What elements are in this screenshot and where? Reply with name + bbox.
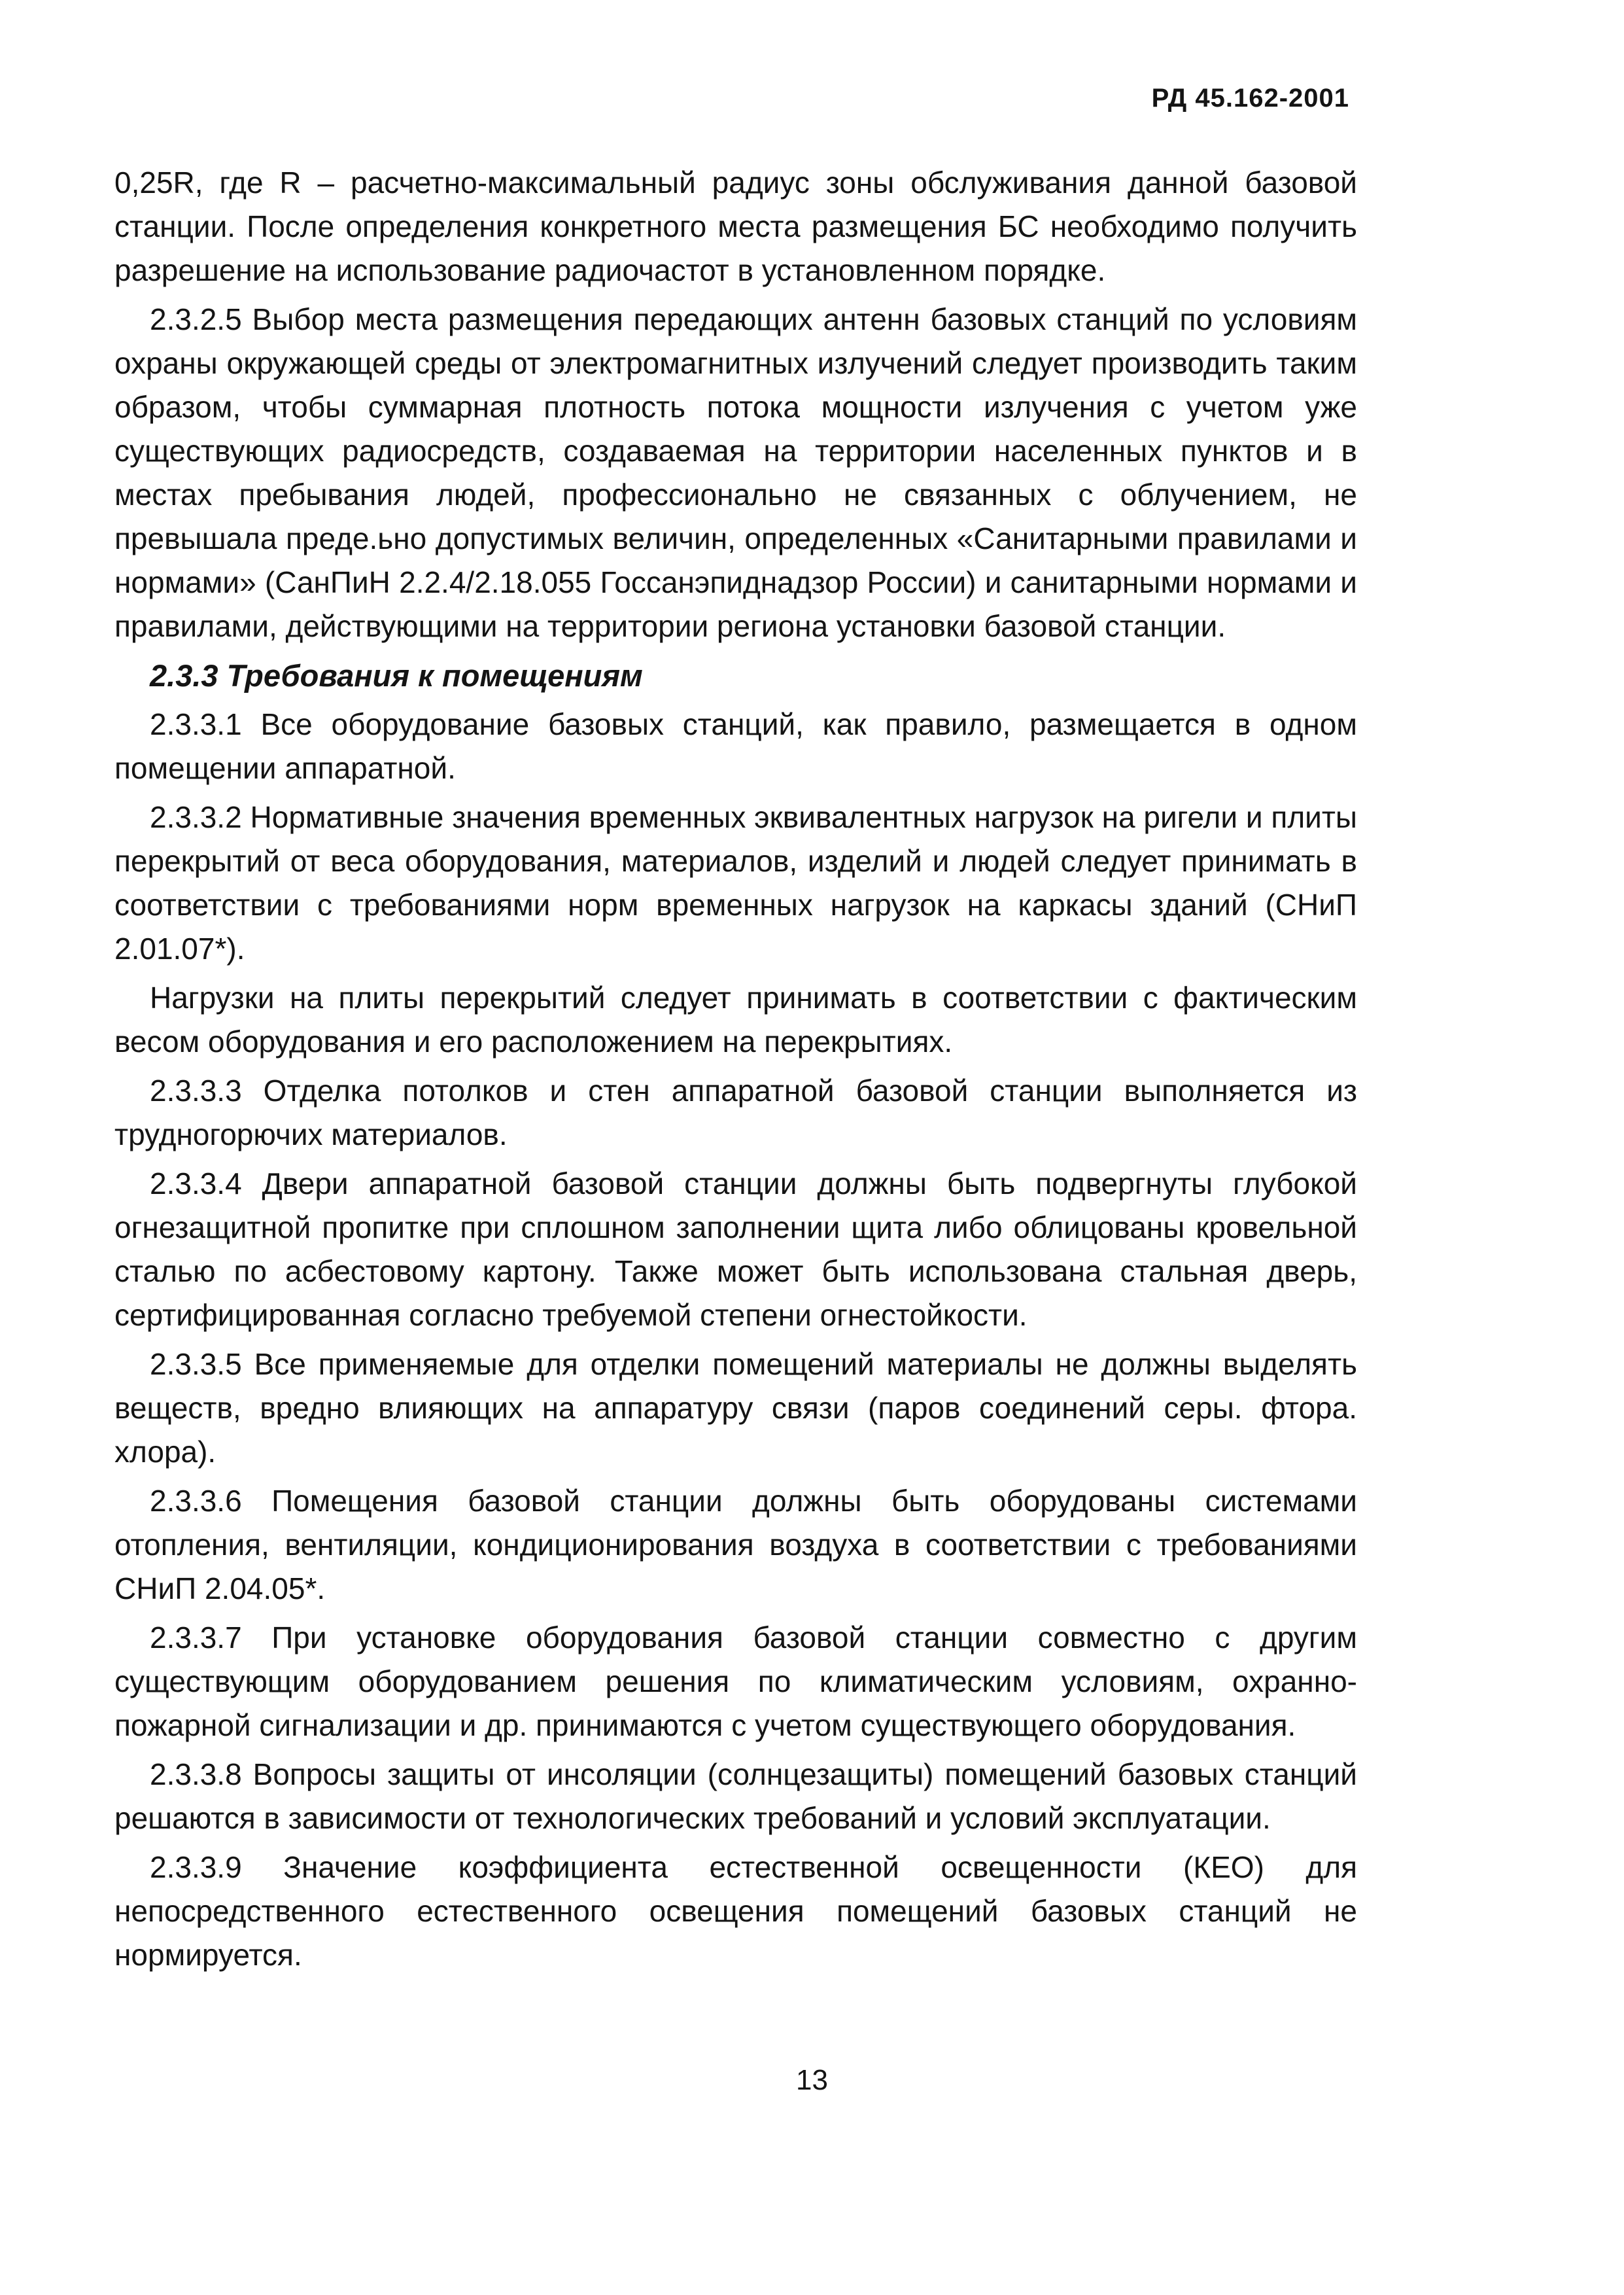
section-heading: 2.3.3 Требования к помещениям (150, 658, 643, 693)
paragraph-2-3-2-5: 2.3.2.5 Выбор места размещения передающих антенн базовых станций по условиям охраны окружающей среды от электромагнитных излучений следует производить таким образом, чтобы суммарная плотность потока мощности излучения с учетом уже существующих радиосредств, создаваемая на территории населенных пунктов и в местах пребывания людей, профессионально не связанных с облучением, не превышала преде.ьно допустимых величин, определенных «Санитарными правилами и нормами» (СанПиН 2.2.4/2.18.055 Госсанэпиднадзор России) и санитарными нормами и правилами, действующими на территории региона установки базовой станции. (114, 302, 1357, 643)
paragraph-floor-loads: Нагрузки на плиты перекрытий следует принимать в соответствии с фактическим весом оборудования и его расположением на перекрытиях. (114, 981, 1357, 1059)
paragraph-2-3-3-2: 2.3.3.2 Нормативные значения временных эквивалентных нагрузок на ригели и плиты перекрытий от веса оборудования, материалов, изделий и людей следует принимать в соответствии с требованиями норм временных нагрузок на каркасы зданий (СНиП 2.01.07*). (114, 800, 1357, 966)
paragraph-2-3-3-4: 2.3.3.4 Двери аппаратной базовой станции должны быть подвергнуты глубокой огнезащитной пропитке при сплошном заполнении щита либо облицованы кровельной сталью по асбестовому картону. Также может быть использована стальная дверь, сертифицированная согласно требуемой степени огнестойкости. (114, 1166, 1357, 1332)
paragraph-2-3-3-3: 2.3.3.3 Отделка потолков и стен аппаратной базовой станции выполняется из трудногорючих материалов. (114, 1074, 1357, 1151)
document-body (114, 161, 1357, 1982)
paragraph-2-3-3-7: 2.3.3.7 При установке оборудования базовой станции совместно с другим существующим оборудованием решения по климатическим условиям, охранно-пожарной сигнализации и др. принимаются с учетом существующего оборудования. (114, 1621, 1357, 1742)
paragraph-2-3-3-8: 2.3.3.8 Вопросы защиты от инсоляции (солнцезащиты) помещений базовых станций решаются в зависимости от технологических требований и условий эксплуатации. (114, 1757, 1357, 1835)
document-code: РД 45.162-2001 (1151, 84, 1349, 113)
paragraph-2-3-3-1: 2.3.3.1 Все оборудование базовых станций, как правило, размещается в одном помещении аппаратной. (114, 707, 1357, 785)
paragraph-2-3-3-9: 2.3.3.9 Значение коэффициента естественной освещенности (КЕО) для непосредственного естественного освещения помещений базовых станций не нормируется. (114, 1850, 1357, 1972)
paragraph-continuation: 0,25R, где R – расчетно-максимальный радиус зоны обслуживания данной базовой станции. После определения конкретного места размещения БС необходимо получить разрешение на использование радиочастот в установленном порядке. (114, 166, 1357, 287)
paragraph-2-3-3-5: 2.3.3.5 Все применяемые для отделки помещений материалы не должны выделять веществ, вредно влияющих на аппаратуру связи (паров соединений серы. фтора. хлора). (114, 1347, 1357, 1469)
page-number: 13 (796, 2064, 828, 2096)
paragraph-2-3-3-6: 2.3.3.6 Помещения базовой станции должны быть оборудованы системами отопления, вентиляции, кондиционирования воздуха в соответствии с требованиями СНиП 2.04.05*. (114, 1484, 1357, 1605)
